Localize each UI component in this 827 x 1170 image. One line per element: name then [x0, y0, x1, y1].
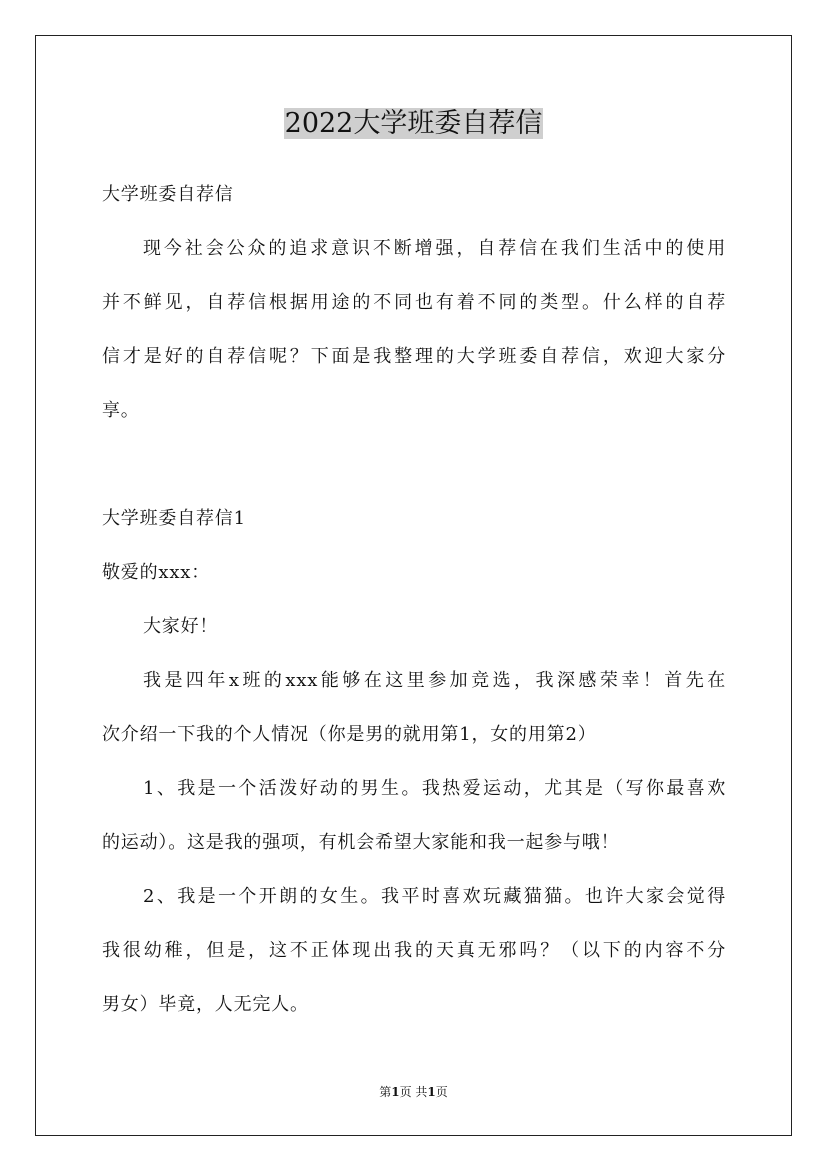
paragraph-line: 现今社会公众的追求意识不断增强，自荐信在我们生活中的使用 [143, 238, 726, 259]
paragraph-line: 我很幼稚，但是，这不正体现出我的天真无邪吗？（以下的内容不分 [102, 940, 726, 961]
paragraph-line: 的运动）。这是我的强项，有机会希望大家能和我一起参与哦！ [102, 832, 620, 853]
paragraph-line: 我是四年x班的xxx能够在这里参加竞选，我深感荣幸！首先在 [143, 670, 726, 691]
page-label-prefix: 第 [379, 1085, 392, 1099]
blank-line [102, 438, 726, 492]
page-number-current: 1 [391, 1085, 400, 1099]
paragraph-line: 享。 [102, 400, 140, 421]
paragraph-line: 1、我是一个活泼好动的男生。我热爱运动，尤其是（写你最喜欢 [143, 778, 726, 799]
document-body [102, 168, 726, 1032]
salutation: 敬爱的xxx： [102, 562, 211, 583]
paragraph-line: 并不鲜见，自荐信根据用途的不同也有着不同的类型。什么样的自荐 [102, 292, 726, 313]
greeting: 大家好！ [143, 616, 219, 637]
document-title [0, 106, 827, 142]
page-label-suffix: 页 [435, 1085, 448, 1099]
paragraph-line: 2、我是一个开朗的女生。我平时喜欢玩藏猫猫。也许大家会觉得 [143, 886, 726, 907]
section-heading: 大学班委自荐信 [102, 184, 234, 205]
page-footer [0, 1084, 827, 1100]
page-number-total: 1 [427, 1085, 436, 1099]
page-label-mid: 页 共 [399, 1085, 428, 1099]
document-title-text: 2022大学班委自荐信 [284, 108, 543, 139]
paragraph-line: 男女）毕竟，人无完人。 [102, 994, 309, 1015]
paragraph-line: 次介绍一下我的个人情况（你是男的就用第1，女的用第2） [102, 724, 597, 745]
section-heading: 大学班委自荐信1 [102, 508, 246, 529]
paragraph-line: 信才是好的自荐信呢？下面是我整理的大学班委自荐信，欢迎大家分 [102, 346, 726, 367]
